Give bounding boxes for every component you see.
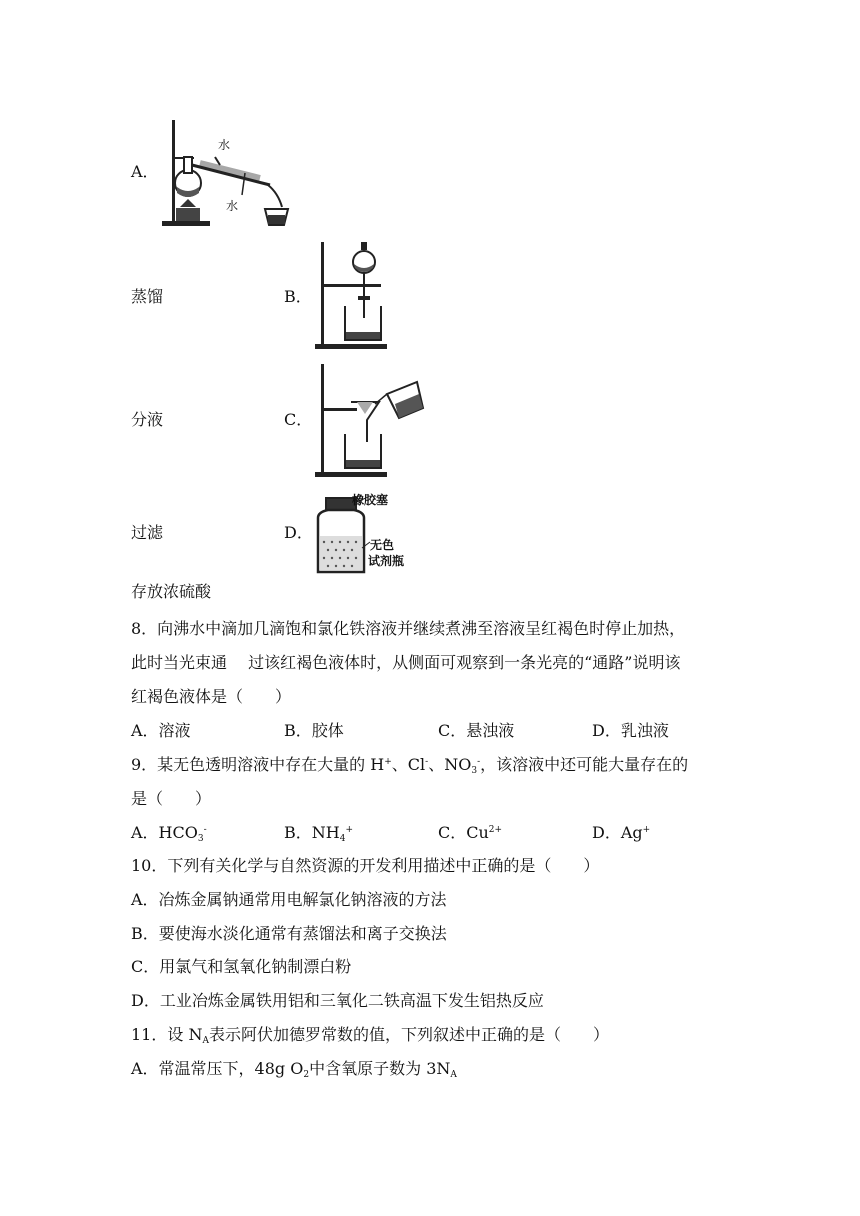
q10-option-b: B．要使海水淡化通常有蒸馏法和离子交换法 — [131, 924, 447, 943]
q7-caption-separation: 分液 — [131, 410, 164, 429]
q7-caption-distillation: 蒸馏 — [131, 287, 164, 306]
filtration-apparatus-figure — [313, 362, 425, 480]
separatory-funnel-figure — [313, 240, 393, 352]
q8-stem-line2: 此时当光束通 过该红褐色液体时，从侧面可观察到一条光亮的“通路”说明该 — [131, 653, 681, 672]
q7-option-d-letter: D． — [284, 523, 313, 542]
q8-stem-line3: 红褐色液体是（ ） — [131, 687, 292, 706]
q7-option-b-letter: B． — [284, 287, 312, 306]
q9-stem-line1: 9．某无色透明溶液中存在大量的 H+、Cl-、$NO_3^-$，该溶液中还可能大量存在的 — [131, 755, 689, 776]
q9-option-d: D．Ag+ — [592, 823, 651, 842]
q9-option-a: A．$HCO_3^-$ — [131, 823, 207, 844]
distillation-apparatus-figure — [160, 115, 290, 230]
q10-option-c: C．用氯气和氢氧化钠制漂白粉 — [131, 957, 352, 976]
q9-option-b: B．$NH_4^+$ — [284, 823, 353, 844]
q8-option-b: B．胶体 — [284, 721, 344, 740]
q8-option-a: A．溶液 — [131, 721, 191, 740]
q8-option-c: C．悬浊液 — [438, 721, 515, 740]
q9-option-c: C．$Cu^{2+}$ — [438, 823, 503, 842]
q10-option-a: A．冶炼金属钠通常用电解氯化钠溶液的方法 — [131, 890, 447, 909]
q7-caption-filtration: 过滤 — [131, 523, 164, 542]
q7-option-c-letter: C． — [284, 410, 313, 429]
colorless-label: 无色 — [370, 538, 395, 552]
water-inlet-label: 水 — [218, 138, 231, 152]
water-outlet-label: 水 — [226, 199, 239, 213]
q8-option-d: D．乳浊液 — [592, 721, 669, 740]
q9-stem-line2: 是（ ） — [131, 789, 212, 808]
rubber-stopper-label: 橡胶塞 — [352, 493, 389, 507]
q10-stem: 10．下列有关化学与自然资源的开发利用描述中正确的是（ ） — [131, 856, 600, 875]
q8-stem-line1: 8．向沸水中滴加几滴饱和氯化铁溶液并继续煮沸至溶液呈红褐色时停止加热， — [131, 619, 686, 638]
reagent-bottle-label: 试剂瓶 — [368, 554, 405, 568]
q7-caption-storage: 存放浓硫酸 — [131, 582, 212, 601]
q11-option-a: A．常温常压下，48g $O_2$中含氧原子数为 $3N_A$ — [131, 1059, 457, 1080]
q11-stem: 11．设 $N_A$表示阿伏加德罗常数的值，下列叙述中正确的是（ ） — [131, 1025, 609, 1046]
q7-option-a-letter: A． — [131, 162, 159, 181]
q10-option-d: D．工业冶炼金属铁用铝和三氧化二铁高温下发生铝热反应 — [131, 991, 544, 1010]
